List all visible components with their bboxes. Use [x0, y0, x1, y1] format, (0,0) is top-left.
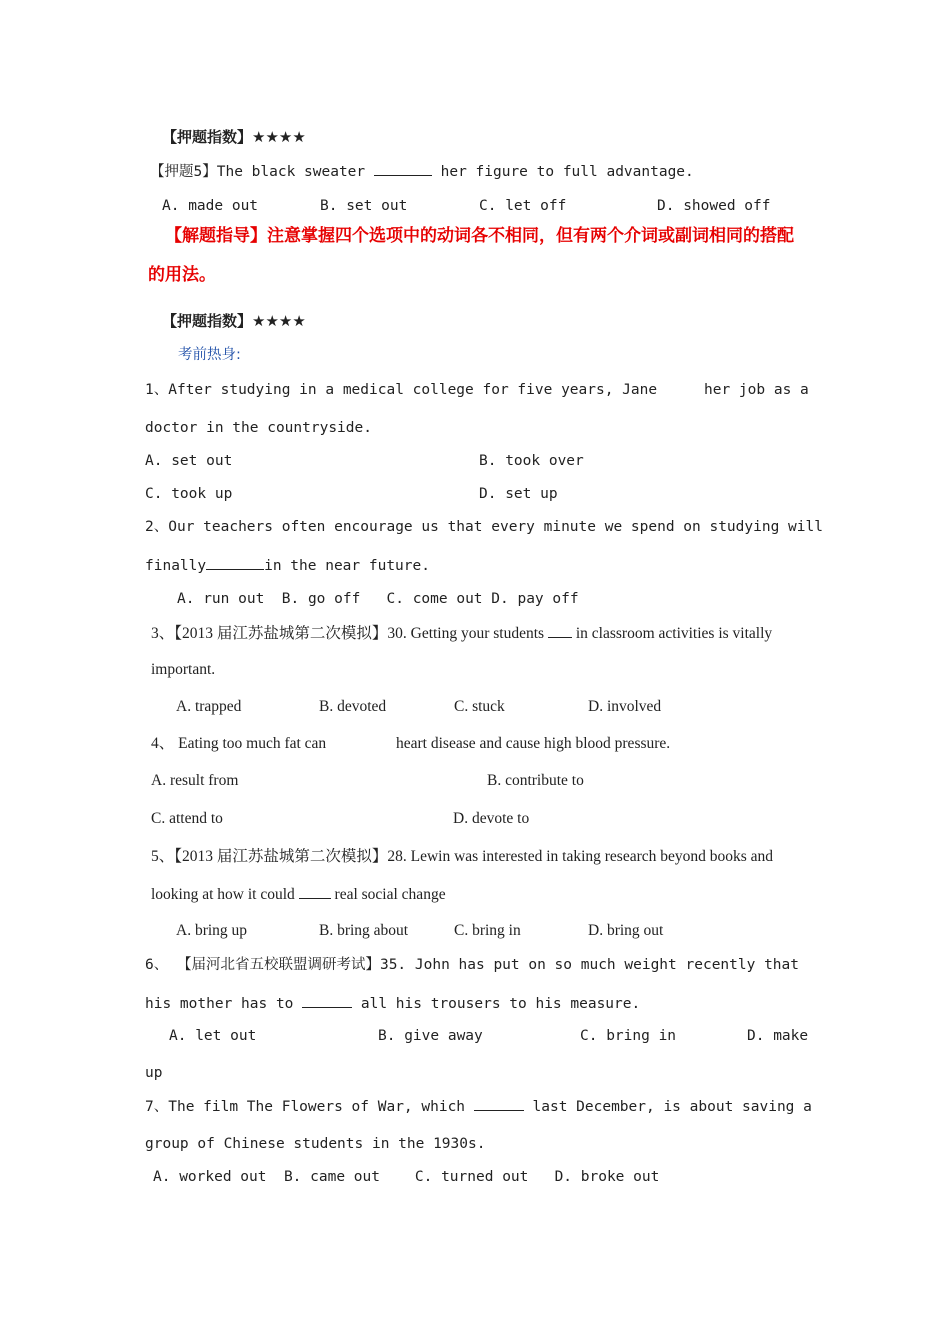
- q2-line-2-prefix: finally: [145, 558, 207, 574]
- question-5-line-1: 5、【2013 届江苏盐城第二次模拟】28. Lewin was interested in taking research beyond books and: [151, 848, 774, 865]
- index-rating-2: 【押题指数】★★★★: [162, 312, 306, 330]
- option-d: D. showed off: [657, 198, 771, 214]
- warmup-heading: 考前热身:: [178, 347, 241, 363]
- index-rating: 【押题指数】★★★★: [162, 128, 306, 146]
- option-b: B. took over: [479, 453, 584, 469]
- option-b: B. devoted: [319, 698, 387, 715]
- option-a: A. result from: [151, 772, 239, 789]
- solution-hint-cont: 的用法。: [148, 265, 216, 285]
- q6-line-2-prefix: his mother has to: [145, 996, 303, 1012]
- q6-line-2-suffix: all his trousers to his measure.: [352, 996, 641, 1012]
- option-d: D. involved: [588, 698, 662, 715]
- option-c: C. stuck: [454, 698, 505, 715]
- q5b-line-2-prefix: looking at how it could: [151, 886, 299, 903]
- option-b: B. set out: [320, 198, 408, 214]
- question-5-stem: [150, 161, 694, 182]
- answer-blank: [374, 161, 432, 176]
- option-a: A. set out: [145, 453, 233, 469]
- q7-line-1-prefix: 7、The film The Flowers of War, which: [145, 1099, 474, 1115]
- q3-line-1-prefix: 3、【2013 届江苏盐城第二次模拟】30. Getting your students: [151, 625, 548, 642]
- q5b-line-2-suffix: real social change: [330, 886, 446, 903]
- question-1-line-1b: her job as a: [704, 382, 809, 398]
- question-7-line-2: group of Chinese students in the 1930s.: [145, 1136, 486, 1152]
- option-d: D. devote to: [453, 810, 530, 827]
- option-c: C. took up: [145, 486, 233, 502]
- question-2-options: A. run out B. go off C. come out D. pay off: [177, 591, 579, 607]
- question-7-options: A. worked out B. came out C. turned out D. broke out: [153, 1169, 660, 1185]
- option-a: A. let out: [169, 1028, 257, 1044]
- q3-line-1-suffix: in classroom activities is vitally: [571, 625, 773, 642]
- answer-blank: [302, 993, 352, 1008]
- option-a: A. bring up: [176, 922, 248, 939]
- question-6-line-2: [145, 993, 640, 1014]
- option-b: B. bring about: [319, 922, 409, 939]
- option-d: D. bring out: [588, 922, 664, 939]
- q7-line-1-suffix: last December, is about saving a: [523, 1099, 812, 1115]
- question-5-line-2: [151, 884, 446, 905]
- q5-stem-prefix: 【押题5】The black sweater: [150, 164, 374, 180]
- q2-line-2-suffix: in the near future.: [264, 558, 430, 574]
- option-c: C. bring in: [580, 1028, 677, 1044]
- answer-blank: [548, 623, 572, 638]
- option-c: C. attend to: [151, 810, 223, 827]
- solution-hint: 【解题指导】注意掌握四个选项中的动词各不相同，但有两个介词或副词相同的搭配: [165, 226, 794, 246]
- q5-stem-suffix: her figure to full advantage.: [431, 164, 694, 180]
- question-6-line-1: 6、 【届河北省五校联盟调研考试】35. John has put on so much weight recently that: [145, 957, 799, 973]
- option-a: A. made out: [162, 198, 259, 214]
- option-c: C. let off: [479, 198, 567, 214]
- option-c: C. bring in: [454, 922, 521, 939]
- answer-blank: [206, 555, 264, 570]
- question-2-line-1: 2、Our teachers often encourage us that every minute we spend on studying will: [145, 519, 823, 535]
- option-d-wrap: up: [145, 1065, 163, 1081]
- answer-blank: [474, 1096, 524, 1111]
- question-4-line-1a: 4、 Eating too much fat can: [151, 735, 327, 752]
- question-3-line-1: [151, 623, 772, 644]
- question-3-line-2: important.: [151, 661, 216, 678]
- question-1-line-1: 1、After studying in a medical college for five years, Jane: [145, 382, 658, 398]
- option-d: D. set up: [479, 486, 558, 502]
- option-a: A. trapped: [176, 698, 242, 715]
- answer-blank: [299, 884, 331, 899]
- question-1-line-2: doctor in the countryside.: [145, 420, 372, 436]
- question-2-line-2: [145, 555, 430, 576]
- question-4-line-1b: heart disease and cause high blood pressure.: [396, 735, 671, 752]
- question-7-line-1: [145, 1096, 812, 1117]
- option-b: B. give away: [378, 1028, 483, 1044]
- option-d: D. make: [747, 1028, 809, 1044]
- option-b: B. contribute to: [487, 772, 584, 789]
